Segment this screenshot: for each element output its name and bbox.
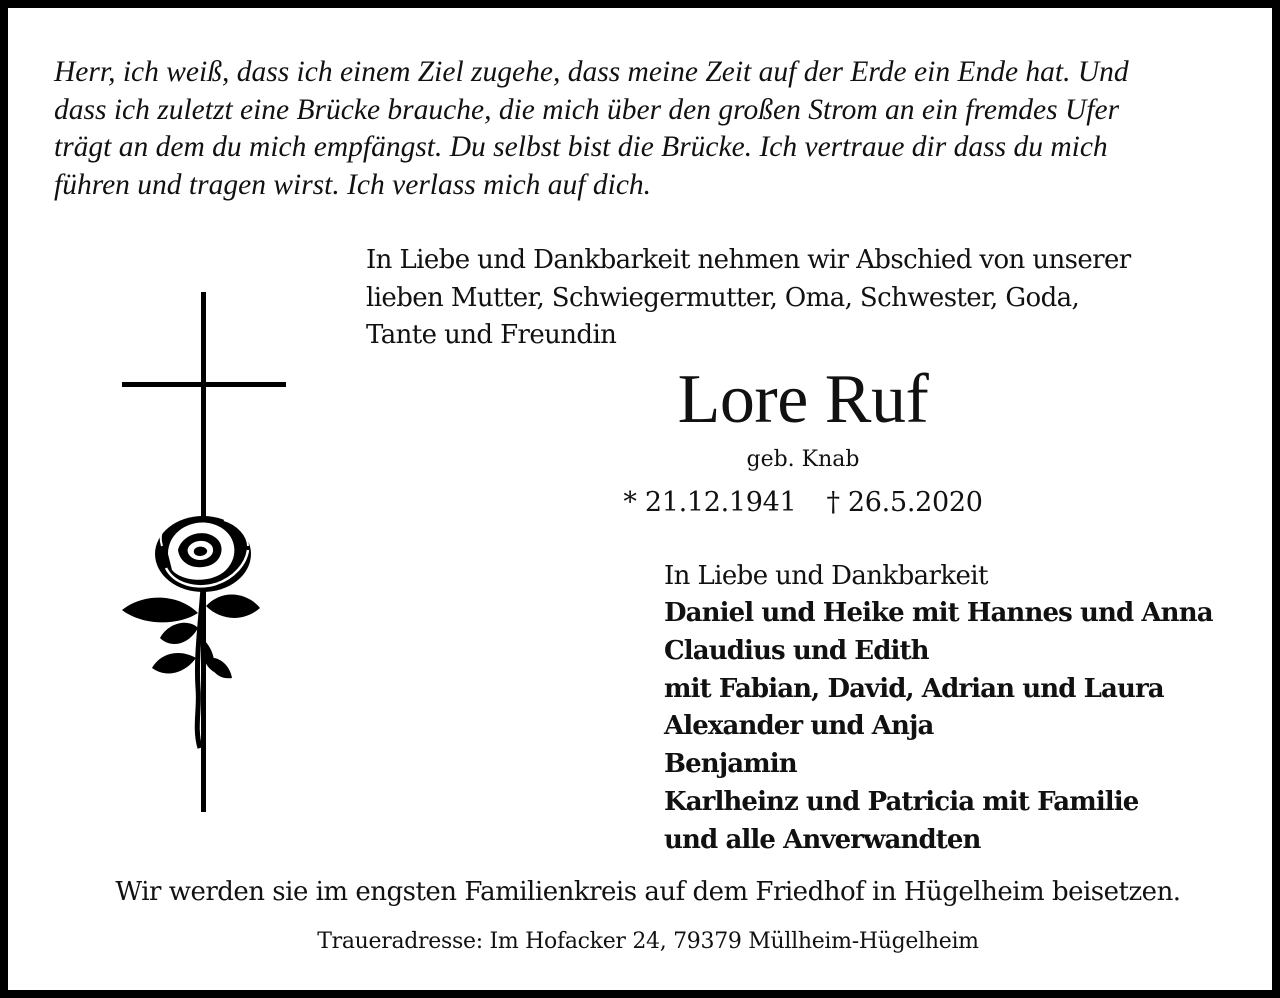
mourner-line: Alexander und Anja: [664, 711, 934, 742]
burial-note: Wir werden sie im engsten Familienkreis auf dem Friedhof in Hügelheim beisetzen.: [115, 877, 1181, 907]
birth-date: * 21.12.1941: [623, 487, 797, 518]
birth-name: geb. Knab: [746, 447, 860, 472]
verse-line: Herr, ich weiß, dass ich einem Ziel zugehe, dass meine Zeit auf der Erde ein Ende hat. Und: [54, 56, 1129, 88]
mourner-line: Karlheinz und Patricia mit Familie: [664, 786, 1139, 817]
verse-line: dass ich zuletzt eine Brücke brauche, die mich über den großen Strom an ein fremdes Ufer: [54, 93, 1120, 126]
intro-line: Tante und Freundin: [366, 320, 617, 350]
mourner-line: mit Fabian, David, Adrian und Laura: [664, 673, 1164, 704]
mourning-address: Traueradresse: Im Hofacker 24, 79379 Müllheim-Hügelheim: [317, 929, 979, 954]
mourner-line: Daniel und Heike mit Hannes und Anna: [664, 598, 1213, 628]
deceased-name: Lore Ruf: [677, 361, 929, 438]
mourners-list: [664, 595, 1213, 860]
intro-line: In Liebe und Dankbarkeit nehmen wir Abschied von unserer: [366, 245, 1131, 275]
intro-line: lieben Mutter, Schwiegermutter, Oma, Schwester, Goda,: [366, 282, 1080, 313]
verse-line: trägt an dem du mich empfängst. Du selbst bist die Brücke. Ich vertraue dir dass du mich: [54, 131, 1108, 163]
mourner-line: Benjamin: [664, 749, 797, 780]
mourner-line: Claudius und Edith: [664, 635, 929, 666]
farewell-intro: [366, 242, 1131, 355]
verse-text: [54, 54, 1254, 204]
cross-with-rose-icon: [108, 288, 308, 818]
life-dates: [568, 484, 1038, 522]
mourners-lead: In Liebe und Dankbarkeit: [664, 561, 988, 591]
verse-line: führen und tragen wirst. Ich verlass mich auf dich.: [54, 168, 652, 201]
mourner-line: und alle Anverwandten: [664, 824, 981, 855]
death-date: † 26.5.2020: [826, 487, 983, 518]
